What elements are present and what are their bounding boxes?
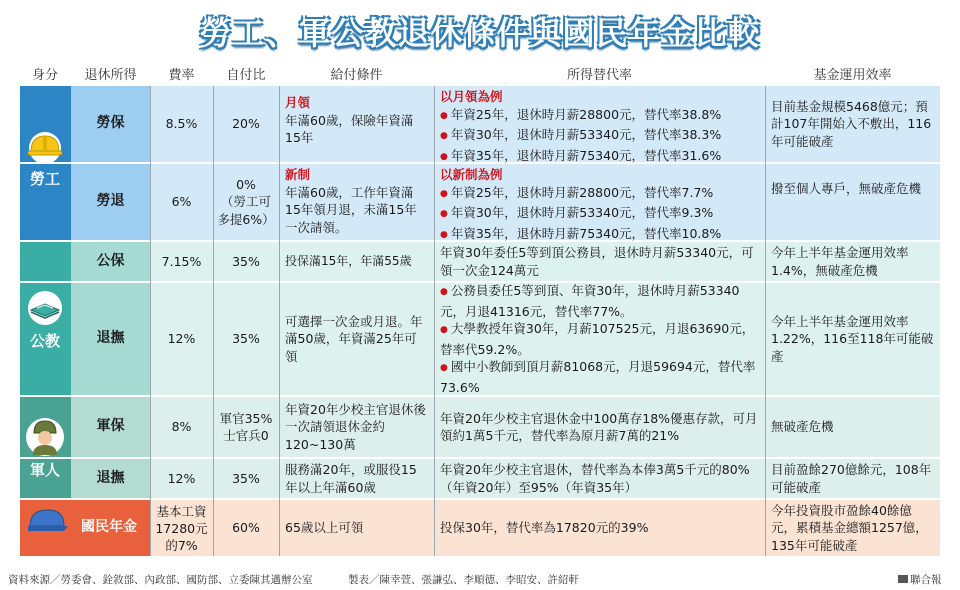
mil-pen-replacement: 年資20年少校主官退休，替代率為本俸3萬5千元的80%（年資20年）至95%（年資35年） bbox=[440, 462, 750, 495]
header-identity: 身分 bbox=[31, 68, 58, 83]
column-divider bbox=[213, 86, 214, 556]
labor-ins-name: 勞保 bbox=[96, 115, 125, 132]
header-fund: 基金運用效率 bbox=[813, 68, 892, 83]
mil-ins-replacement: 年資20年少校主官退休金中100萬存18%優惠存款，可月領約1萬5千元，替代率為原月薪7萬的21% bbox=[440, 410, 758, 443]
civil-pen-fund: 今年上半年基金運用效率1.22%，116至118年可能破產 bbox=[771, 313, 934, 364]
mil-pen-self: 35% bbox=[232, 470, 260, 486]
labor-group-label: 勞工 bbox=[29, 170, 60, 188]
mil-ins-fund: 無破產危機 bbox=[771, 419, 834, 435]
civil-group-label: 公教 bbox=[29, 332, 60, 350]
mil-ins-name: 軍保 bbox=[96, 418, 125, 435]
cap-icon bbox=[24, 506, 70, 536]
national-rate-line: 的7% bbox=[165, 537, 198, 553]
labor-pen-replacement-item: ● 年資25年，退休時月薪28800元，替代率7.7% bbox=[440, 184, 759, 205]
labor-ins-replacement-head: 以月領為例 bbox=[440, 89, 503, 104]
book-icon bbox=[23, 290, 67, 326]
civil-ins-condition: 投保滿15年，年滿55歲 bbox=[285, 253, 412, 268]
civil-pen-replacement-item: ● 大學教授年資30年，月薪107525元，月退63690元，替率代59.2%。 bbox=[440, 320, 759, 358]
national-name: 國民年金 bbox=[81, 519, 137, 536]
national-fund: 今年投資股市盈餘40餘億元，累積基金總額1257億，135年可能破產 bbox=[771, 502, 928, 553]
mil-pen-fund: 目前盈餘270億餘元，108年可能破產 bbox=[771, 462, 932, 495]
labor-ins-replacement-item: ● 年資35年，退休時月薪75340元，替代率31.6% bbox=[440, 147, 759, 168]
source-note: 資料來源／勞委會、銓敘部、內政部、國防部、立委陳其邁辦公室 bbox=[8, 574, 313, 586]
labor-pen-condition bbox=[279, 164, 434, 240]
labor-pen-self-line: 0% bbox=[236, 176, 256, 192]
page-title: 勞工、軍公教退休條件與國民年金比較 bbox=[199, 14, 761, 52]
mil-pen-rate: 12% bbox=[167, 470, 196, 486]
labor-pen-replacement bbox=[434, 164, 765, 240]
civil-pen-replacement-item: ● 公務員委任5等到頂、年資30年，退休時月薪53340元，月退41316元，替代率77%。 bbox=[440, 282, 759, 320]
national-replacement: 投保30年，替代率為17820元的39% bbox=[440, 520, 649, 536]
labor-pen-replacement-item: ● 年資30年，退休時月薪53340元，替代率9.3% bbox=[440, 204, 759, 225]
hard-hat-icon bbox=[23, 128, 67, 164]
credits-note: 製表／陳幸萱、張謙弘、李順德、李昭安、許紹軒 bbox=[348, 574, 579, 586]
header-rate: 費率 bbox=[168, 68, 195, 83]
civil-ins-rate: 7.15% bbox=[161, 253, 202, 269]
labor-pen-fund: 撥至個人專戶，無破產危機 bbox=[771, 181, 922, 196]
mil-ins-self-line: 軍官35% bbox=[219, 410, 273, 426]
mil-ins-condition: 年資20年少校主官退休後一次請領退休金約120~130萬 bbox=[285, 401, 426, 452]
header-income: 退休所得 bbox=[84, 68, 137, 83]
mil-ins-self-line: 士官兵0 bbox=[223, 428, 269, 443]
national-rate bbox=[150, 500, 213, 556]
column-divider bbox=[765, 86, 766, 556]
labor-ins-replacement-item: ● 年資30年，退休時月薪53340元，替代率38.3% bbox=[440, 126, 759, 147]
brand-label: 聯合報 bbox=[910, 574, 942, 586]
civil-pen-rate: 12% bbox=[167, 331, 196, 347]
brand-mark-icon bbox=[898, 575, 908, 583]
labor-ins-fund: 目前基金規模5468億元；預計107年開始入不敷出，116年可能破產 bbox=[771, 98, 932, 149]
labor-ins-condition bbox=[279, 86, 434, 162]
labor-pen-self bbox=[213, 164, 279, 240]
national-self: 60% bbox=[232, 520, 260, 536]
civil-ins-self: 35% bbox=[232, 253, 260, 269]
military-group bbox=[20, 417, 70, 480]
military-group-label: 軍人 bbox=[29, 461, 60, 479]
header-replacement: 所得替代率 bbox=[566, 68, 632, 83]
labor-pen-replacement-item: ● 年資35年，退休時月薪75340元，替代率10.8% bbox=[440, 225, 759, 246]
labor-ins-condition-head: 月領 bbox=[285, 95, 311, 110]
mil-ins-rate: 8% bbox=[171, 419, 192, 435]
labor-ins-self: 20% bbox=[232, 116, 260, 132]
labor-ins-replacement bbox=[434, 86, 765, 162]
column-divider bbox=[434, 86, 435, 556]
column-divider bbox=[150, 86, 151, 556]
civil-pen-replacement bbox=[434, 283, 765, 395]
labor-ins-rate: 8.5% bbox=[165, 116, 198, 132]
labor-ins-replacement-item: ● 年資25年，退休時月薪28800元，替代率38.8% bbox=[440, 106, 759, 127]
labor-ins-condition-body: 年滿60歲，保險年資滿15年 bbox=[285, 112, 414, 145]
civil-group bbox=[20, 290, 70, 351]
labor-group bbox=[20, 128, 70, 189]
mil-pen-condition: 服務滿20年，或服役15年以上年滿60歲 bbox=[285, 462, 417, 495]
labor-pen-condition-body: 年滿60歲，工作年資滿15年領月退，未滿15年一次請領。 bbox=[285, 184, 417, 235]
national-rate-line: 17280元 bbox=[155, 520, 208, 536]
labor-pen-self-line: 多提6%） bbox=[217, 211, 275, 227]
column-divider bbox=[279, 86, 280, 556]
labor-pen-replacement-head: 以新制為例 bbox=[440, 167, 503, 182]
national-condition: 65歲以上可領 bbox=[285, 520, 364, 536]
labor-pen-rate: 6% bbox=[171, 194, 192, 210]
publisher-brand bbox=[898, 572, 942, 587]
labor-pen-self-line: （勞工可 bbox=[220, 194, 271, 210]
civil-ins-name: 公保 bbox=[96, 252, 125, 269]
header-self-pay: 自付比 bbox=[226, 68, 266, 83]
civil-pen-replacement-item: ● 國中小教師到頂月薪81068元，月退59694元，替代率73.6% bbox=[440, 358, 759, 396]
national-rate-line: 基本工資 bbox=[156, 503, 207, 519]
header-condition: 給付條件 bbox=[330, 68, 383, 83]
mil-pen-name: 退撫 bbox=[96, 469, 125, 486]
soldier-icon bbox=[23, 417, 67, 457]
civil-pen-self: 35% bbox=[232, 331, 260, 347]
civil-pen-name: 退撫 bbox=[96, 330, 125, 347]
civil-ins-fund: 今年上半年基金運用效率1.4%，無破產危機 bbox=[771, 245, 909, 278]
labor-pen-condition-head: 新制 bbox=[285, 167, 311, 182]
civil-pen-condition: 可選擇一次金或月退。年滿50歲，年資滿25年可領 bbox=[285, 313, 423, 364]
mil-ins-self bbox=[213, 397, 279, 457]
labor-pen-name: 勞退 bbox=[96, 193, 125, 210]
civil-ins-replacement: 年資30年委任5等到頂公務員，退休時月薪53340元，可領一次金124萬元 bbox=[440, 245, 754, 278]
